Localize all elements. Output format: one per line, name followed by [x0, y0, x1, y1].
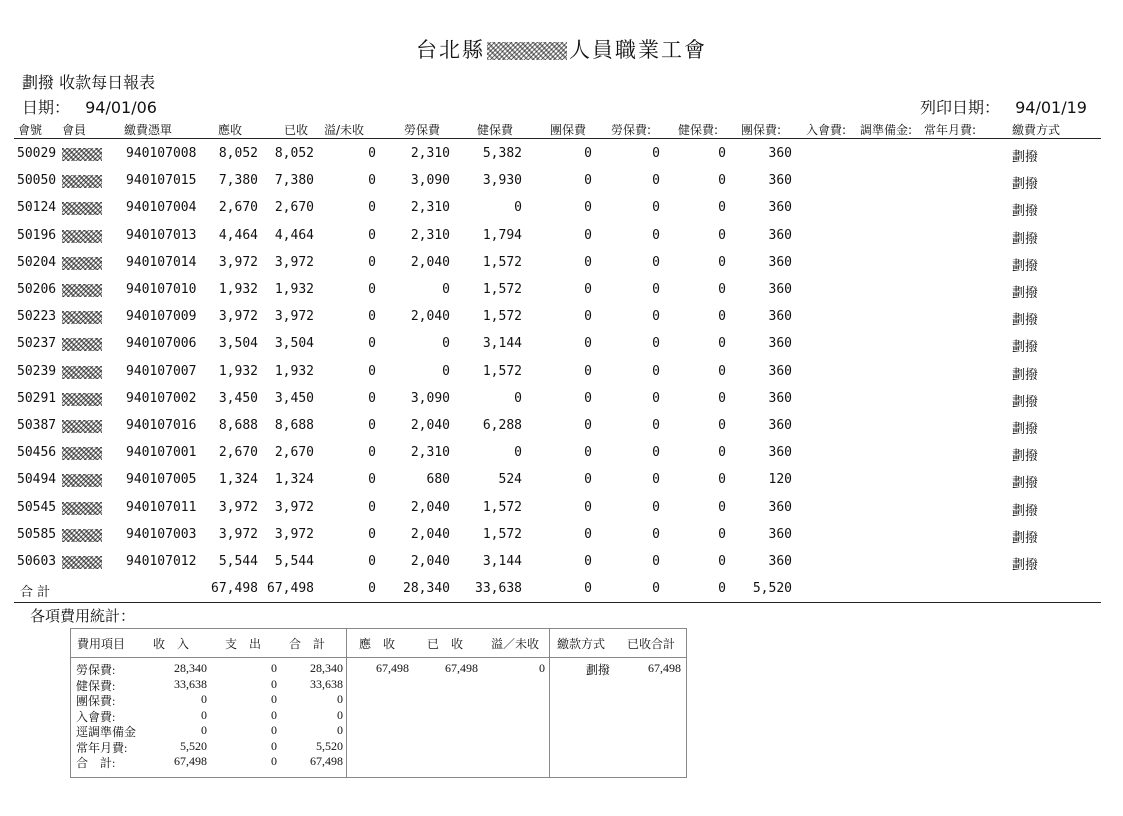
summary-col-item: 費用項目 [77, 637, 126, 651]
cell-group2: 360 [768, 146, 792, 161]
cell-over: 0 [368, 554, 376, 569]
cell-group: 0 [584, 282, 592, 297]
cell-labor2: 0 [652, 336, 660, 352]
redacted-member-name [62, 311, 102, 324]
cell-group2: 360 [768, 390, 792, 406]
redacted-member-name [62, 284, 102, 297]
cell-group2: 360 [768, 526, 792, 542]
table-bottom-rule [14, 602, 1101, 603]
cell-group: 0 [584, 146, 592, 161]
cell-health2: 0 [718, 227, 726, 243]
cell-health2: 0 [718, 336, 726, 352]
summary-item-name: 常年月費: [76, 740, 128, 755]
report-title [0, 34, 1123, 64]
cell-over: 0 [368, 445, 376, 461]
cell-health: 3,930 [482, 173, 522, 189]
cell-group2: 360 [768, 336, 792, 352]
column-header: 繳費方式 [1012, 123, 1061, 137]
cell-voucher: 940107010 [126, 282, 197, 297]
cell-voucher: 940107004 [126, 200, 197, 216]
redacted-member-name [62, 502, 102, 515]
cell-labor2: 0 [652, 499, 660, 515]
cell-labor2: 0 [652, 472, 660, 488]
cell-labor2: 0 [652, 526, 660, 542]
cell-labor: 2,040 [410, 499, 450, 515]
cell-paid: 4,464 [274, 227, 314, 243]
cell-paid: 1,324 [274, 472, 314, 488]
cell-labor2: 0 [652, 254, 660, 270]
cell-health: 0 [514, 390, 522, 406]
cell-labor: 2,040 [410, 526, 450, 542]
cell-group2: 360 [768, 173, 792, 189]
summary-item-total: 0 [337, 707, 343, 722]
redacted-member-name [62, 338, 102, 351]
column-header: 常年月費: [924, 123, 977, 137]
cell-method: 劃撥 [1012, 231, 1039, 247]
column-header: 繳費憑單 [124, 123, 173, 137]
summary-item-total: 33,638 [310, 676, 343, 691]
redacted-member-name [62, 474, 102, 487]
cell-due: 4,464 [218, 227, 258, 243]
cell-group2: 360 [768, 418, 792, 433]
cell-health2: 0 [718, 200, 726, 216]
summary-paid-total: 67,498 [648, 661, 681, 675]
summary-item-expense: 0 [271, 692, 277, 706]
cell-paid: 5,544 [274, 554, 314, 569]
summary-item-total: 28,340 [310, 661, 343, 675]
print-date-row [920, 95, 1087, 118]
total-over: 0 [368, 581, 376, 596]
summary-item-income: 0 [201, 707, 207, 722]
summary-item-name: 逕調準備金 [76, 725, 137, 739]
summary-heading: 各項費用統計： [30, 607, 136, 625]
summary-item-name: 健保費: [76, 678, 116, 693]
cell-method: 劃撥 [1012, 177, 1039, 193]
cell-labor2: 0 [652, 200, 660, 216]
cell-voucher: 940107015 [126, 173, 197, 189]
cell-labor2: 0 [652, 173, 660, 189]
total-paid: 67,498 [267, 581, 314, 596]
cell-health: 6,288 [482, 418, 522, 433]
member-id: 50603 [17, 554, 57, 569]
redacted-member-name [62, 202, 102, 215]
cell-over: 0 [368, 309, 376, 325]
cell-method: 劃撥 [1012, 530, 1039, 546]
cell-method: 劃撥 [1012, 204, 1039, 220]
cell-group: 0 [584, 526, 592, 542]
summary-item-income: 5,520 [180, 738, 207, 753]
cell-labor2: 0 [652, 227, 660, 243]
summary-item-expense: 0 [271, 738, 277, 753]
cell-group2: 360 [768, 554, 792, 569]
cell-paid: 1,932 [274, 282, 314, 297]
cell-health2: 0 [718, 499, 726, 515]
cell-paid: 1,932 [274, 363, 314, 379]
summary-item-name: 勞保費: [76, 663, 116, 677]
summary-item-name: 合 計: [76, 756, 116, 770]
cell-paid: 2,670 [274, 200, 314, 216]
summary-item-income: 0 [201, 692, 207, 706]
cell-due: 7,380 [218, 173, 258, 189]
summary-col-due: 應 收 [359, 637, 396, 651]
cell-voucher: 940107012 [126, 554, 197, 569]
cell-labor2: 0 [652, 418, 660, 433]
cell-group: 0 [584, 418, 592, 433]
column-header: 健保費 [477, 123, 514, 137]
cell-voucher: 940107005 [126, 472, 197, 488]
redacted-member-name [62, 175, 102, 188]
cell-method: 劃撥 [1012, 313, 1039, 329]
cell-over: 0 [368, 336, 376, 352]
member-id: 50204 [17, 254, 57, 270]
cell-group2: 360 [768, 499, 792, 515]
cell-group2: 360 [768, 309, 792, 325]
cell-method: 劃撥 [1012, 258, 1039, 274]
cell-labor: 2,040 [410, 309, 450, 325]
summary-item-total: 67,498 [310, 754, 343, 768]
column-header: 勞保費: [611, 123, 652, 137]
member-id: 50223 [17, 309, 57, 325]
member-id: 50585 [17, 526, 57, 542]
cell-group: 0 [584, 499, 592, 515]
cell-due: 3,972 [218, 499, 258, 515]
member-id: 50494 [17, 472, 57, 488]
summary-over: 0 [539, 661, 545, 675]
cell-labor: 2,310 [410, 227, 450, 243]
cell-group: 0 [584, 309, 592, 325]
print-date-label: 列印日期： [920, 98, 1001, 117]
cell-method: 劃撥 [1012, 394, 1039, 410]
column-header: 已收 [284, 123, 309, 137]
cell-health2: 0 [718, 173, 726, 189]
date-label: 日期： [22, 98, 71, 117]
cell-over: 0 [368, 146, 376, 161]
cell-paid: 3,972 [274, 499, 314, 515]
summary-item-expense: 0 [271, 707, 277, 722]
cell-paid: 3,504 [274, 336, 314, 352]
cell-over: 0 [368, 200, 376, 216]
cell-paid: 8,688 [274, 418, 314, 433]
redacted-member-name [62, 447, 102, 460]
cell-due: 1,932 [218, 363, 258, 379]
cell-voucher: 940107008 [126, 146, 197, 161]
cell-paid: 3,972 [274, 254, 314, 270]
cell-labor2: 0 [652, 363, 660, 379]
redacted-member-name [62, 420, 102, 433]
cell-over: 0 [368, 282, 376, 297]
cell-health2: 0 [718, 146, 726, 161]
cell-paid: 7,380 [274, 173, 314, 189]
summary-item-income: 0 [201, 723, 207, 737]
cell-over: 0 [368, 390, 376, 406]
redacted-member-name [62, 257, 102, 270]
cell-group2: 120 [768, 472, 792, 488]
total-labor: 28,340 [403, 581, 450, 596]
cell-group: 0 [584, 472, 592, 488]
title-suffix: 人員職業工會 [569, 38, 707, 62]
redacted-member-name [62, 148, 102, 161]
cell-health: 1,794 [482, 227, 522, 243]
cell-over: 0 [368, 499, 376, 515]
date-row [22, 95, 157, 118]
total-label: 合 計 [20, 585, 51, 600]
cell-voucher: 940107009 [126, 309, 197, 325]
cell-labor: 680 [426, 472, 450, 488]
member-id: 50291 [17, 390, 57, 406]
cell-due: 3,972 [218, 526, 258, 542]
redacted-member-name [62, 529, 102, 542]
header-rule [14, 138, 1101, 139]
cell-voucher: 940107006 [126, 336, 197, 352]
cell-group2: 360 [768, 445, 792, 461]
summary-col-income: 收 入 [153, 637, 190, 651]
cell-labor2: 0 [652, 146, 660, 161]
cell-due: 2,670 [218, 200, 258, 216]
cell-paid: 3,972 [274, 526, 314, 542]
cell-group2: 360 [768, 254, 792, 270]
cell-labor: 3,090 [410, 173, 450, 189]
member-id: 50050 [17, 173, 57, 189]
cell-group: 0 [584, 254, 592, 270]
member-id: 50029 [17, 146, 57, 161]
summary-col-paid-total: 已收合計 [627, 637, 676, 651]
cell-labor: 0 [442, 282, 450, 297]
cell-labor: 2,310 [410, 146, 450, 161]
summary-table [70, 628, 687, 778]
cell-health: 0 [514, 445, 522, 461]
summary-col-over: 溢／未收 [491, 637, 540, 651]
member-id: 50206 [17, 282, 57, 297]
cell-health2: 0 [718, 309, 726, 325]
cell-health2: 0 [718, 445, 726, 461]
cell-group: 0 [584, 554, 592, 569]
cell-over: 0 [368, 173, 376, 189]
total-health: 33,638 [475, 581, 522, 596]
cell-method: 劃撥 [1012, 367, 1039, 383]
total-group: 0 [584, 581, 592, 596]
column-header: 溢/未收 [324, 123, 365, 137]
cell-over: 0 [368, 227, 376, 243]
summary-divider [346, 629, 347, 777]
column-header: 健保費: [678, 123, 719, 137]
cell-over: 0 [368, 526, 376, 542]
cell-labor: 2,040 [410, 554, 450, 569]
total-health2: 0 [718, 581, 726, 596]
cell-voucher: 940107014 [126, 254, 197, 270]
cell-method: 劃撥 [1012, 422, 1039, 437]
cell-voucher: 940107011 [126, 499, 197, 515]
cell-due: 8,688 [218, 418, 258, 433]
cell-voucher: 940107007 [126, 363, 197, 379]
cell-method: 劃撥 [1012, 340, 1039, 356]
total-labor2: 0 [652, 581, 660, 596]
redacted-member-name [62, 556, 102, 569]
cell-health: 3,144 [482, 554, 522, 569]
summary-item-name: 入會費: [76, 709, 116, 724]
cell-over: 0 [368, 418, 376, 433]
cell-voucher: 940107003 [126, 526, 197, 542]
member-id: 50196 [17, 227, 57, 243]
member-id: 50545 [17, 499, 57, 515]
redacted-member-name [62, 366, 102, 379]
cell-health: 1,572 [482, 254, 522, 270]
cell-paid: 2,670 [274, 445, 314, 461]
summary-item-name: 團保費: [76, 694, 116, 708]
cell-due: 8,052 [218, 146, 258, 161]
cell-due: 1,932 [218, 282, 258, 297]
cell-due: 3,504 [218, 336, 258, 352]
member-id: 50387 [17, 418, 57, 433]
cell-method: 劃撥 [1012, 150, 1039, 165]
cell-group: 0 [584, 363, 592, 379]
cell-group: 0 [584, 336, 592, 352]
report-name: 劃撥 收款每日報表 [22, 73, 156, 92]
cell-labor: 2,040 [410, 418, 450, 433]
cell-group2: 360 [768, 363, 792, 379]
cell-health: 5,382 [482, 146, 522, 161]
redacted-member-name [62, 393, 102, 406]
cell-due: 2,670 [218, 445, 258, 461]
cell-labor2: 0 [652, 309, 660, 325]
cell-over: 0 [368, 363, 376, 379]
summary-item-income: 67,498 [174, 754, 207, 768]
cell-labor: 2,040 [410, 254, 450, 270]
cell-group2: 360 [768, 282, 792, 297]
cell-labor2: 0 [652, 554, 660, 569]
cell-method: 劃撥 [1012, 286, 1039, 301]
cell-health: 0 [514, 200, 522, 216]
summary-item-income: 33,638 [174, 676, 207, 691]
title-prefix: 台北縣 [416, 38, 485, 62]
cell-voucher: 940107016 [126, 418, 197, 433]
total-group2: 5,520 [752, 581, 792, 596]
cell-method: 劃撥 [1012, 449, 1039, 465]
redacted-name-mask [487, 42, 567, 60]
cell-paid: 3,450 [274, 390, 314, 406]
cell-health: 524 [498, 472, 522, 488]
summary-item-income: 28,340 [174, 661, 207, 675]
cell-health: 1,572 [482, 309, 522, 325]
cell-health2: 0 [718, 390, 726, 406]
cell-health2: 0 [718, 472, 726, 488]
cell-due: 5,544 [218, 554, 258, 569]
member-id: 50239 [17, 363, 57, 379]
cell-group2: 360 [768, 227, 792, 243]
column-header: 團保費: [741, 123, 782, 137]
summary-col-total: 合 計 [289, 637, 326, 651]
cell-health: 1,572 [482, 499, 522, 515]
column-header: 團保費 [550, 123, 587, 137]
cell-labor: 0 [442, 336, 450, 352]
print-date-value: 94/01/19 [1015, 98, 1087, 117]
cell-labor: 2,310 [410, 445, 450, 461]
redacted-member-name [62, 230, 102, 243]
column-header: 勞保費 [404, 123, 441, 137]
cell-due: 3,972 [218, 309, 258, 325]
summary-col-method: 繳款方式 [557, 637, 606, 651]
cell-group: 0 [584, 227, 592, 243]
cell-method: 劃撥 [1012, 503, 1039, 519]
cell-paid: 8,052 [274, 146, 314, 161]
cell-over: 0 [368, 254, 376, 270]
cell-labor2: 0 [652, 445, 660, 461]
cell-over: 0 [368, 472, 376, 488]
summary-method: 劃撥 [586, 663, 611, 677]
cell-health2: 0 [718, 526, 726, 542]
column-header: 會號 [18, 123, 43, 137]
cell-health2: 0 [718, 554, 726, 569]
member-id: 50237 [17, 336, 57, 352]
cell-health: 1,572 [482, 282, 522, 297]
cell-health2: 0 [718, 363, 726, 379]
cell-method: 劃撥 [1012, 476, 1039, 492]
summary-item-expense: 0 [271, 661, 277, 675]
cell-due: 3,450 [218, 390, 258, 406]
cell-health: 3,144 [482, 336, 522, 352]
cell-due: 3,972 [218, 254, 258, 270]
summary-col-paid: 已 收 [427, 637, 464, 651]
member-id: 50124 [17, 200, 57, 216]
member-id: 50456 [17, 445, 57, 461]
summary-item-total: 0 [337, 723, 343, 737]
summary-item-expense: 0 [271, 754, 277, 768]
summary-item-total: 0 [337, 692, 343, 706]
cell-group: 0 [584, 390, 592, 406]
cell-voucher: 940107002 [126, 390, 197, 406]
column-header: 應收 [218, 123, 243, 137]
cell-labor2: 0 [652, 282, 660, 297]
cell-paid: 3,972 [274, 309, 314, 325]
cell-group: 0 [584, 173, 592, 189]
cell-method: 劃撥 [1012, 558, 1039, 573]
total-due: 67,498 [211, 581, 258, 596]
column-header: 會員 [62, 123, 87, 137]
cell-health: 1,572 [482, 363, 522, 379]
summary-item-total: 5,520 [316, 738, 343, 753]
summary-divider [549, 629, 550, 777]
summary-paid: 67,498 [445, 661, 478, 675]
cell-health2: 0 [718, 418, 726, 433]
date-value: 94/01/06 [85, 98, 157, 117]
cell-health: 1,572 [482, 526, 522, 542]
column-header: 入會費: [806, 123, 847, 137]
cell-health2: 0 [718, 254, 726, 270]
cell-group: 0 [584, 200, 592, 216]
cell-group: 0 [584, 445, 592, 461]
cell-group2: 360 [768, 200, 792, 216]
column-header: 調準備金: [860, 123, 913, 137]
cell-labor2: 0 [652, 390, 660, 406]
cell-labor: 0 [442, 363, 450, 379]
cell-voucher: 940107001 [126, 445, 197, 461]
cell-health2: 0 [718, 282, 726, 297]
summary-due: 67,498 [376, 661, 409, 675]
cell-due: 1,324 [218, 472, 258, 488]
summary-item-expense: 0 [271, 723, 277, 737]
summary-col-expense: 支 出 [225, 637, 262, 651]
cell-labor: 3,090 [410, 390, 450, 406]
cell-voucher: 940107013 [126, 227, 197, 243]
cell-labor: 2,310 [410, 200, 450, 216]
summary-item-expense: 0 [271, 676, 277, 691]
